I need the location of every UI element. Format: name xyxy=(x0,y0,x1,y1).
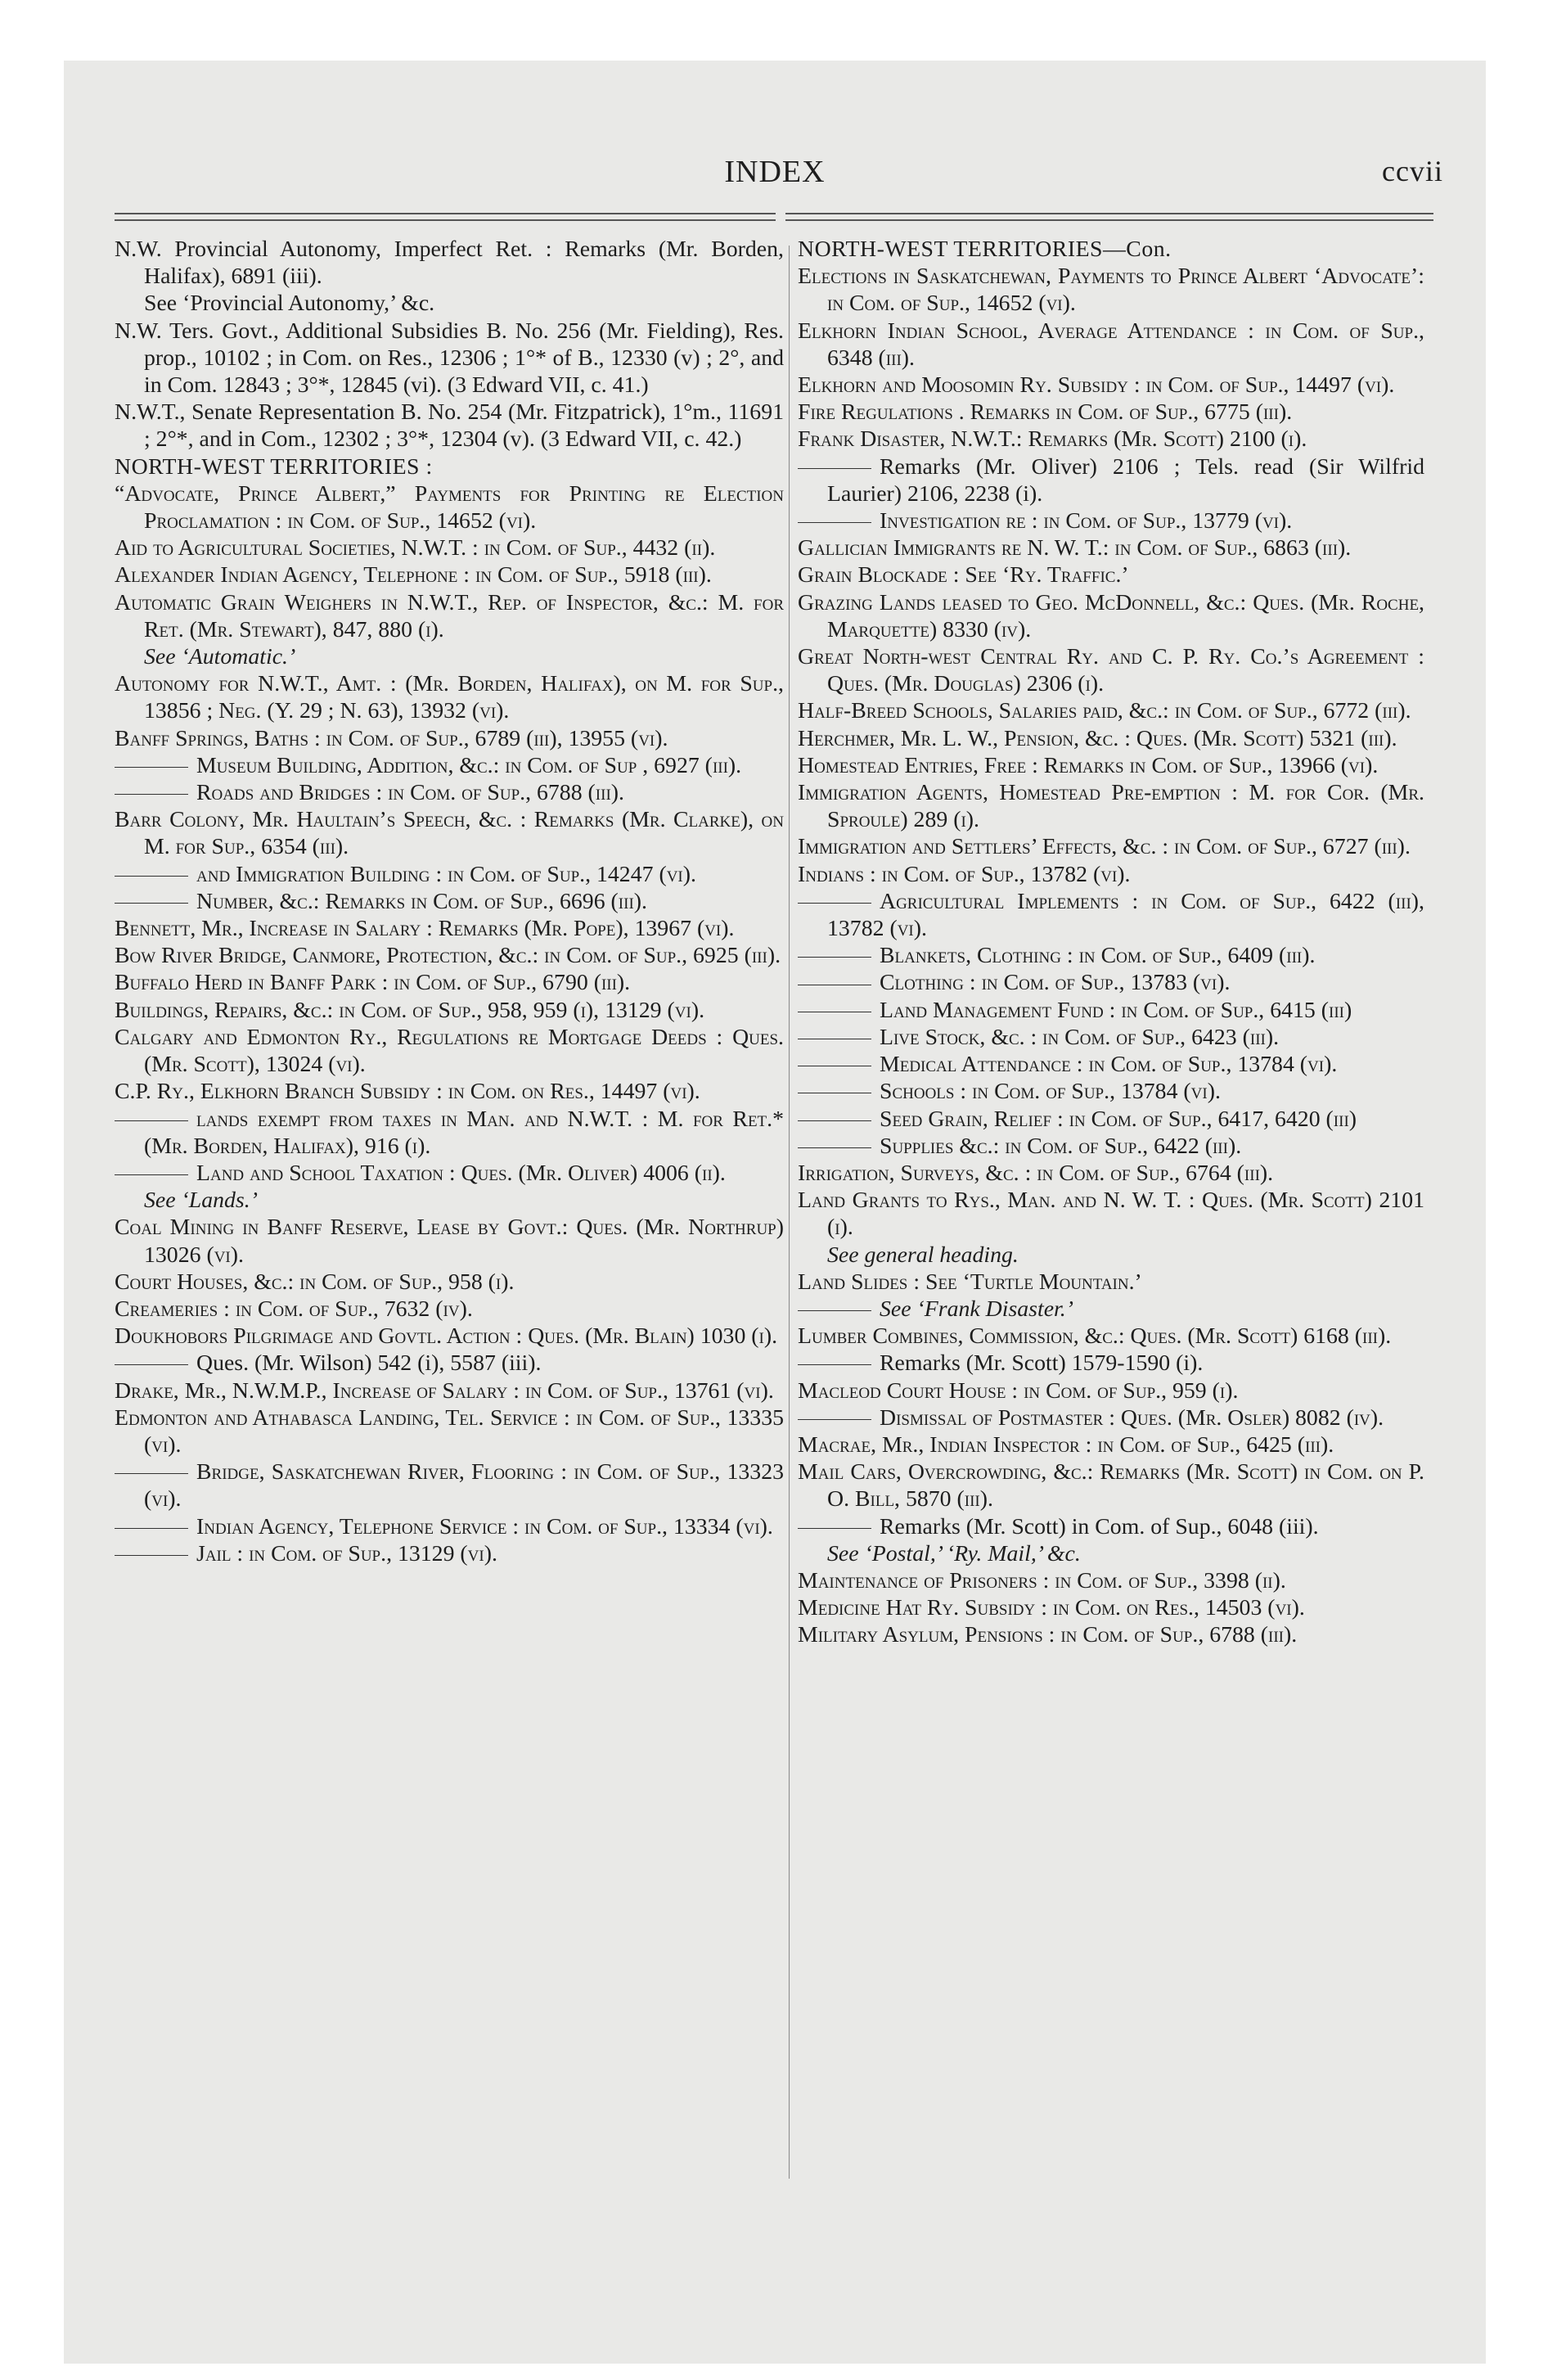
index-entry: Homestead Entries, Free : Remarks in Com. of Sup., 13966 (vi). xyxy=(798,752,1379,778)
sub-entry-text: Investigation re : in Com. of Sup., 13779 (vi). xyxy=(880,508,1293,534)
index-entry: Immigration Agents, Homestead Pre-emption : M. for Cor. (Mr. Sproule) 289 (i). xyxy=(798,780,1424,833)
sub-entry xyxy=(115,1106,784,1160)
sub-entry xyxy=(115,1513,784,1540)
sub-entry-text: Medical Attendance : in Com. of Sup., 13784 (vi). xyxy=(880,1052,1338,1078)
index-entry: “Advocate, Prince Albert,” Payments for Printing re Election Proclamation : in Com. of Sup., 14652 (vi). xyxy=(115,480,784,534)
sub-entry-text: and Immigration Building : in Com. of Sup., 14247 (vi). xyxy=(196,861,696,887)
sub-entry-text: Indian Agency, Telephone Service : in Com. of Sup., 13334 (vi). xyxy=(196,1513,773,1539)
index-entry: Indians : in Com. of Sup., 13782 (vi). xyxy=(798,861,1131,887)
sub-entry xyxy=(798,1404,1424,1431)
dash-rule xyxy=(798,1364,871,1365)
index-entry: Creameries : in Com. of Sup., 7632 (iv). xyxy=(115,1296,473,1322)
index-entry: N.W. Provincial Autonomy, Imperfect Ret. : Remarks (Mr. Borden, Halifax), 6891 (iii). xyxy=(115,237,784,290)
sub-entry xyxy=(115,1160,784,1187)
index-entry: Autonomy for N.W.T., Amt. : (Mr. Borden, Halifax), on M. for Sup., 13856 ; Neg. (Y. 29 ; N. 63), 13932 (vi). xyxy=(115,671,784,724)
dash-rule xyxy=(798,468,871,469)
index-entry: C.P. Ry., Elkhorn Branch Subsidy : in Com. on Res., 14497 (vi). xyxy=(115,1079,700,1105)
sub-entry xyxy=(798,888,1424,942)
see-reference: See ‘Postal,’ ‘Ry. Mail,’ &c. xyxy=(827,1540,1081,1566)
dash-rule xyxy=(115,794,188,795)
dash-rule xyxy=(115,1555,188,1556)
index-entry: Lumber Combines, Commission, &c.: Ques. (Mr. Scott) 6168 (iii). xyxy=(798,1323,1392,1350)
sub-entry-text: Agricultural Implements : in Com. of Sup., 6422 (iii), 13782 (vi). xyxy=(827,888,1424,942)
index-entry: Half-Breed Schools, Salaries paid, &c.: in Com. of Sup., 6772 (iii). xyxy=(798,698,1411,724)
index-entry: Banff Springs, Baths : in Com. of Sup., 6789 (iii), 13955 (vi). xyxy=(115,725,668,751)
index-entry: Land Grants to Rys., Man. and N. W. T. : Ques. (Mr. Scott) 2101 (i). xyxy=(798,1188,1424,1241)
sub-entry-text: Blankets, Clothing : in Com. of Sup., 6409 (iii). xyxy=(880,943,1316,969)
sub-entry xyxy=(798,1051,1424,1078)
sub-entry-text: Remarks (Mr. Scott) in Com. of Sup., 6048 (iii). xyxy=(880,1513,1319,1539)
sub-entry xyxy=(115,888,784,915)
index-entry: Doukhobors Pilgrimage and Govtl. Action : Ques. (Mr. Blain) 1030 (i). xyxy=(115,1323,778,1350)
sub-entry xyxy=(798,1133,1424,1160)
dash-rule xyxy=(115,1473,188,1474)
index-entry: Court Houses, &c.: in Com. of Sup., 958 (i). xyxy=(115,1269,515,1295)
sub-entry-text: lands exempt from taxes in Man. and N.W.T. : M. for Ret.* (Mr. Borden, Halifax), 916 (i). xyxy=(144,1106,784,1159)
page-title: INDEX xyxy=(724,155,826,189)
index-entry: Military Asylum, Pensions : in Com. of Sup., 6788 (iii). xyxy=(798,1622,1298,1648)
sub-entry-text: Bridge, Saskatchewan River, Flooring : in Com. of Sup., 13323 (vi). xyxy=(144,1459,784,1512)
see-reference: See general heading. xyxy=(827,1242,1019,1268)
sub-entry xyxy=(115,779,784,806)
index-entry: Medicine Hat Ry. Subsidy : in Com. on Res., 14503 (vi). xyxy=(798,1595,1305,1621)
sub-entry xyxy=(115,1458,784,1512)
sub-entry xyxy=(798,453,1424,507)
index-entry: Mail Cars, Overcrowding, &c.: Remarks (Mr. Scott) in Com. on P. O. Bill, 5870 (iii). xyxy=(798,1459,1424,1512)
index-entry: Bow River Bridge, Canmore, Protection, &c.: in Com. of Sup., 6925 (iii). xyxy=(115,943,781,969)
dash-rule xyxy=(798,1528,871,1529)
sub-entry-text: Land and School Taxation : Ques. (Mr. Oliver) 4006 (ii). xyxy=(196,1160,726,1186)
sub-entry xyxy=(798,942,1424,969)
section-heading: NORTH-WEST TERRITORIES : xyxy=(115,453,433,480)
dash-rule xyxy=(798,1147,871,1148)
index-entry: Aid to Agricultural Societies, N.W.T. : in Com. of Sup., 4432 (ii). xyxy=(115,535,716,561)
index-entry: Land Slides : See ‘Turtle Mountain.’ xyxy=(798,1269,1142,1295)
index-entry: Gallician Immigrants re N. W. T.: in Com. of Sup., 6863 (iii). xyxy=(798,535,1352,561)
see-reference: See ‘Automatic.’ xyxy=(144,644,296,670)
index-entry: Herchmer, Mr. L. W., Pension, &c. : Ques. (Mr. Scott) 5321 (iii). xyxy=(798,725,1397,751)
index-entry: Macrae, Mr., Indian Inspector : in Com. of Sup., 6425 (iii). xyxy=(798,1431,1334,1458)
index-entry: Great North-west Central Ry. and C. P. Ry. Co.’s Agreement : Ques. (Mr. Douglas) 2306 (i). xyxy=(798,644,1424,697)
dash-rule xyxy=(798,522,871,523)
index-entry: Fire Regulations . Remarks in Com. of Sup., 6775 (iii). xyxy=(798,399,1293,426)
sub-entry xyxy=(798,969,1424,996)
index-entry: Calgary and Edmonton Ry., Regulations re Mortgage Deeds : Ques. (Mr. Scott), 13024 (vi). xyxy=(115,1024,784,1078)
sub-entry xyxy=(798,997,1424,1024)
left-column xyxy=(115,236,784,1567)
sub-entry xyxy=(115,752,784,779)
column-divider xyxy=(789,246,790,2179)
index-entry: Elkhorn Indian School, Average Attendance : in Com. of Sup., 6348 (iii). xyxy=(798,318,1424,371)
sub-entry-text: Schools : in Com. of Sup., 13784 (vi). xyxy=(880,1079,1221,1105)
sub-entry xyxy=(798,1350,1424,1377)
index-entry: Macleod Court House : in Com. of Sup., 959 (i). xyxy=(798,1377,1239,1404)
index-entry: Coal Mining in Banff Reserve, Lease by Govt.: Ques. (Mr. Northrup) 13026 (vi). xyxy=(115,1215,784,1268)
index-entry-bill: N.W.T., Senate Representation B. No. 254 (Mr. Fitzpatrick), 1°m., 11691 ; 2°*, and in Com., 12302 ; 3°*, 12304 (v). (3 Edward VII, c. 42.) xyxy=(115,399,784,453)
see-reference: See ‘Lands.’ xyxy=(144,1188,258,1214)
dash-rule xyxy=(798,1419,871,1420)
dash-rule xyxy=(115,876,188,877)
index-entry: Grazing Lands leased to Geo. McDonnell, &c.: Ques. (Mr. Roche, Marquette) 8330 (iv). xyxy=(798,589,1424,642)
sub-entry xyxy=(798,507,1424,534)
index-entry: Alexander Indian Agency, Telephone : in Com. of Sup., 5918 (iii). xyxy=(115,562,712,588)
sub-entry-text: Roads and Bridges : in Com. of Sup., 6788 (iii). xyxy=(196,780,624,806)
sub-entry xyxy=(798,1078,1424,1105)
sub-entry-text: Clothing : in Com. of Sup., 13783 (vi). xyxy=(880,970,1231,996)
sub-entry-text: Supplies &c.: in Com. of Sup., 6422 (iii). xyxy=(880,1133,1242,1159)
sub-entry xyxy=(798,1296,1424,1323)
index-entry: Immigration and Settlers’ Effects, &c. : in Com. of Sup., 6727 (iii). xyxy=(798,834,1411,860)
sub-entry-text: Remarks (Mr. Oliver) 2106 ; Tels. read (Sir Wilfrid Laurier) 2106, 2238 (i). xyxy=(827,453,1424,507)
dash-rule xyxy=(115,767,188,768)
dash-rule xyxy=(798,957,871,958)
section-heading-continued: NORTH-WEST TERRITORIES—Con. xyxy=(798,237,1172,262)
index-entry: Automatic Grain Weighers in N.W.T., Rep. of Inspector, &c.: M. for Ret. (Mr. Stewart), 847, 880 (i). xyxy=(115,589,784,642)
sub-entry-text: See ‘Frank Disaster.’ xyxy=(880,1296,1073,1322)
index-entry: Maintenance of Prisoners : in Com. of Sup., 3398 (ii). xyxy=(798,1567,1286,1593)
sub-entry-text: Seed Grain, Relief : in Com. of Sup., 6417, 6420 (iii) xyxy=(880,1106,1357,1132)
index-entry: Buffalo Herd in Banff Park : in Com. of Sup., 6790 (iii). xyxy=(115,970,631,996)
dash-rule xyxy=(798,1310,871,1311)
index-entry: Drake, Mr., N.W.M.P., Increase of Salary : in Com. of Sup., 13761 (vi). xyxy=(115,1377,774,1404)
right-column xyxy=(798,236,1424,1649)
sub-entry-text: Number, &c.: Remarks in Com. of Sup., 6696 (iii). xyxy=(196,888,647,914)
dash-rule xyxy=(798,1120,871,1121)
sub-entry-text: Land Management Fund : in Com. of Sup., 6415 (iii) xyxy=(880,997,1352,1023)
sub-entry-text: Remarks (Mr. Scott) 1579-1590 (i). xyxy=(880,1350,1204,1377)
sub-entry xyxy=(115,861,784,888)
header-rule-left xyxy=(115,213,776,221)
index-entry: Grain Blockade : See ‘Ry. Traffic.’ xyxy=(798,562,1129,588)
sub-entry-text: Jail : in Com. of Sup., 13129 (vi). xyxy=(196,1540,497,1566)
dash-rule xyxy=(115,1528,188,1529)
sub-entry xyxy=(798,1106,1424,1133)
dash-rule xyxy=(115,1120,188,1121)
dash-rule xyxy=(115,1174,188,1175)
index-entry: Elkhorn and Moosomin Ry. Subsidy : in Com. of Sup., 14497 (vi). xyxy=(798,372,1395,399)
index-entry: Irrigation, Surveys, &c. : in Com. of Sup., 6764 (iii). xyxy=(798,1160,1274,1186)
sub-entry-text: Museum Building, Addition, &c.: in Com. of Sup , 6927 (iii). xyxy=(196,752,742,778)
scanned-page xyxy=(64,61,1486,2364)
sub-entry xyxy=(798,1024,1424,1051)
dash-rule xyxy=(798,903,871,904)
index-entry: Buildings, Repairs, &c.: in Com. of Sup., 958, 959 (i), 13129 (vi). xyxy=(115,997,705,1023)
sub-entry xyxy=(115,1540,784,1567)
see-reference: See ‘Provincial Autonomy,’ &c. xyxy=(144,291,435,317)
page-number: ccvii xyxy=(1382,155,1443,187)
sub-entry-text: Ques. (Mr. Wilson) 542 (i), 5587 (iii). xyxy=(196,1350,542,1377)
dash-rule xyxy=(115,903,188,904)
index-entry: Edmonton and Athabasca Landing, Tel. Service : in Com. of Sup., 13335 (vi). xyxy=(115,1404,784,1458)
header-rule-right xyxy=(785,213,1433,221)
index-entry-bill: N.W. Ters. Govt., Additional Subsidies B. No. 256 (Mr. Fielding), Res. prop., 10102 ; in Com. on Res., 12306 ; 1°* of B., 12330 (v) ; 2°, and in Com. 12843 ; 3°*, 12845 (vi). (3 Edward VII, c. 41.) xyxy=(115,318,784,399)
index-entry: Bennett, Mr., Increase in Salary : Remarks (Mr. Pope), 13967 (vi). xyxy=(115,916,735,942)
index-entry: Elections in Saskatchewan, Payments to Prince Albert ‘Advocate’: in Com. of Sup., 14652 (vi). xyxy=(798,264,1424,317)
sub-entry-text: Live Stock, &c. : in Com. of Sup., 6423 (iii). xyxy=(880,1024,1280,1050)
sub-entry xyxy=(798,1513,1424,1540)
sub-entry-text: Dismissal of Postmaster : Ques. (Mr. Osler) 8082 (iv). xyxy=(880,1404,1384,1431)
dash-rule xyxy=(115,1364,188,1365)
index-entry: Frank Disaster, N.W.T.: Remarks (Mr. Scott) 2100 (i). xyxy=(798,426,1307,453)
sub-entry xyxy=(115,1350,784,1377)
index-entry: Barr Colony, Mr. Haultain’s Speech, &c. : Remarks (Mr. Clarke), on M. for Sup., 6354 (iii). xyxy=(115,807,784,860)
